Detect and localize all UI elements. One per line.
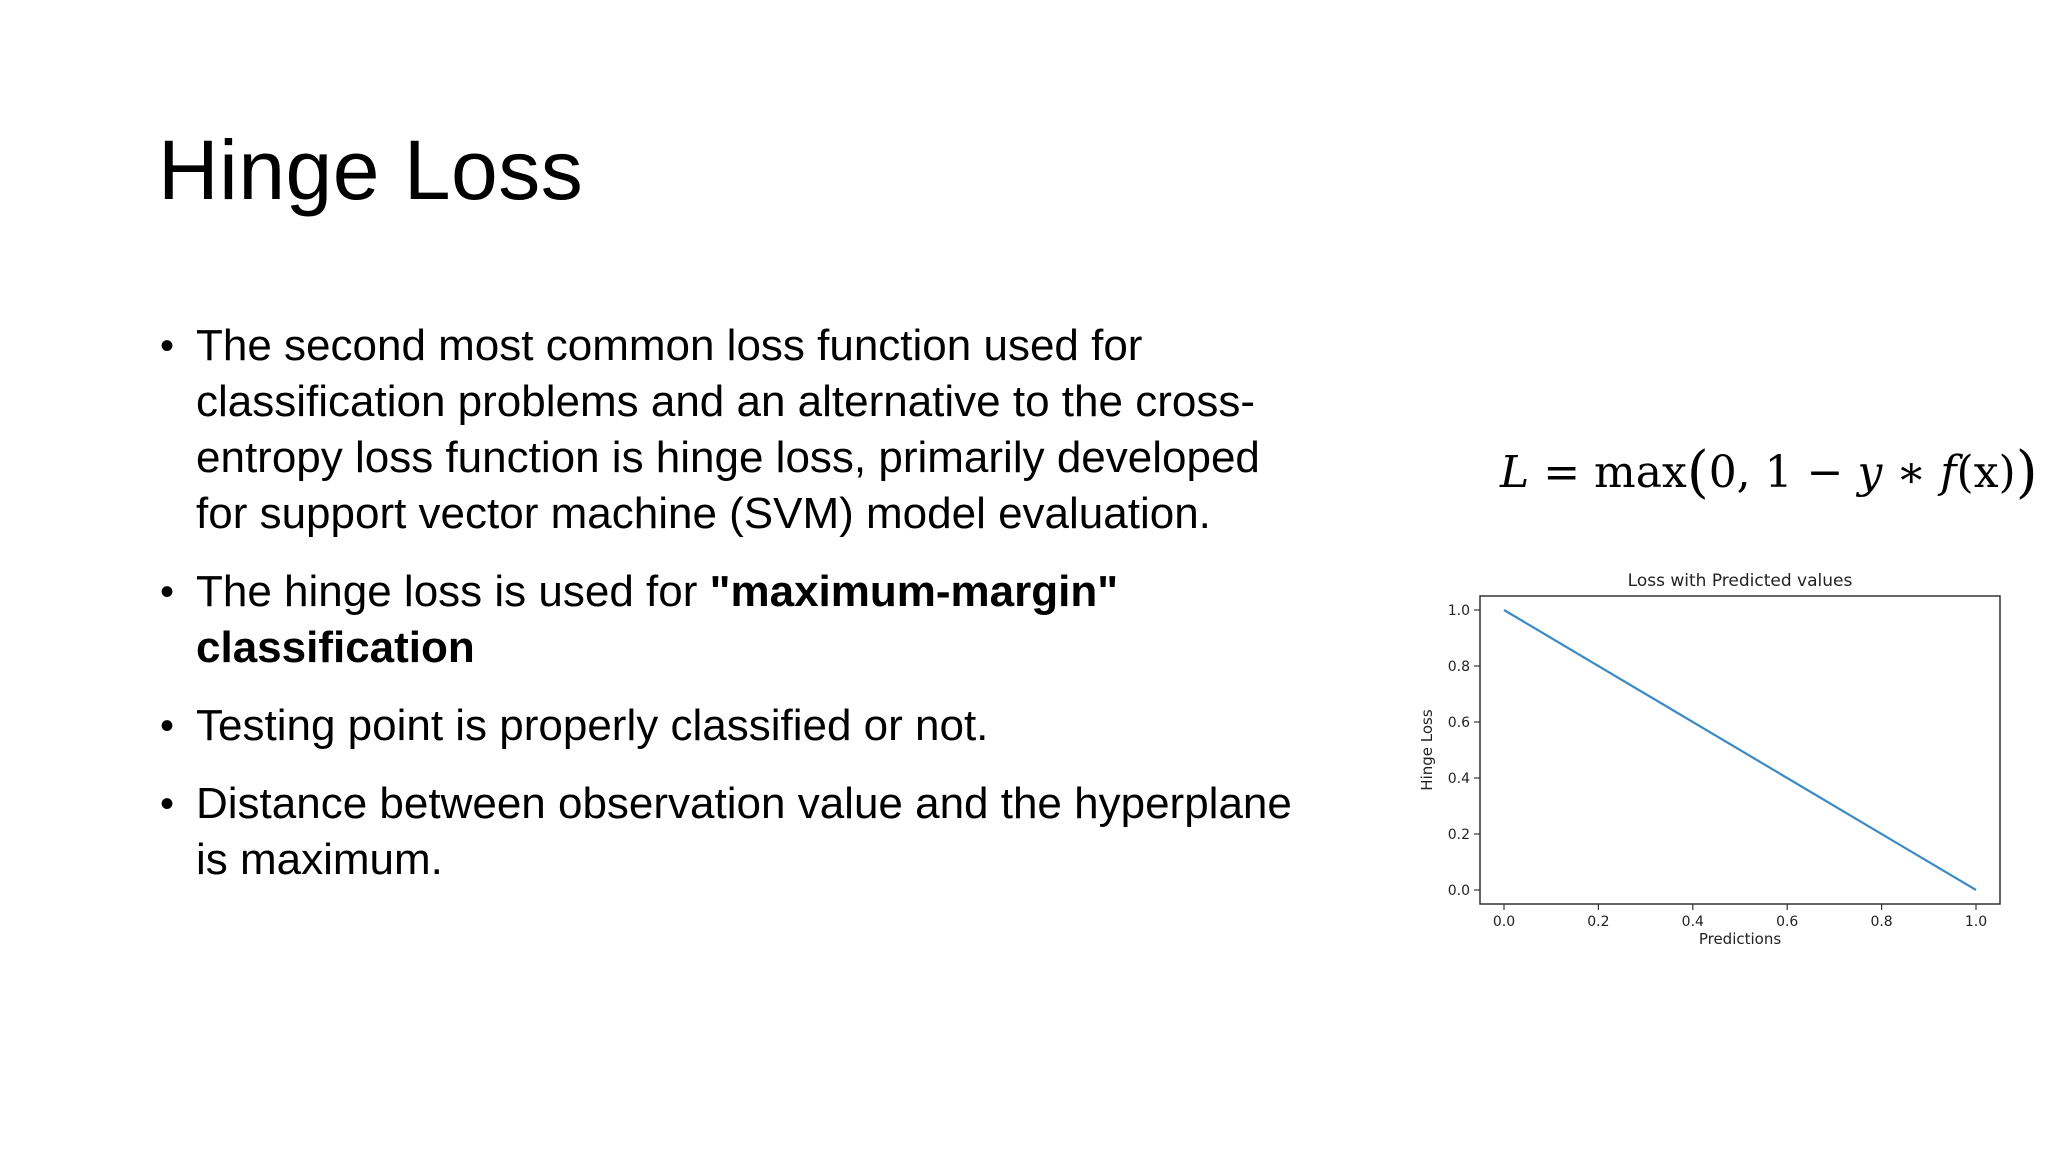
formula-y: y: [1857, 447, 1883, 498]
bullet-item: [160, 776, 1310, 888]
x-tick-label: 0.4: [1681, 914, 1704, 930]
y-tick-label: 0.8: [1447, 659, 1470, 675]
formula-f: f: [1940, 447, 1957, 498]
bullet-list: [160, 318, 1310, 910]
hinge-loss-formula: L = max(0, 1 − y ∗ f(x)): [1500, 440, 2038, 505]
x-tick-label: 0.2: [1587, 914, 1610, 930]
y-tick-label: 0.6: [1447, 715, 1470, 731]
series-line: [1504, 610, 1976, 890]
y-tick-label: 0.2: [1447, 827, 1470, 843]
bullet-text: The hinge loss is used for: [196, 567, 710, 616]
x-tick-label: 0.6: [1776, 914, 1799, 930]
y-tick-label: 1.0: [1447, 603, 1470, 619]
chart-title: Loss with Predicted values: [1627, 571, 1853, 591]
bullet-text: Distance between observation value and the hyperplane is maximum.: [196, 779, 1292, 884]
bullet-item: [160, 318, 1310, 542]
bullet-dot-icon: •: [160, 570, 175, 614]
x-tick-label: 0.8: [1870, 914, 1893, 930]
formula-lhs: L: [1500, 447, 1530, 498]
bullet-dot-icon: •: [160, 704, 175, 748]
bullet-dot-icon: •: [160, 782, 175, 826]
y-tick-label: 0.4: [1447, 771, 1470, 787]
bullet-text: The second most common loss function used for classification problems and an alternative to the cross-entropy loss function is hinge loss, primarily developed for support vector machine (SVM) model evaluation.: [196, 321, 1260, 538]
slide-title: Hinge Loss: [158, 123, 584, 217]
bullet-item: [160, 698, 1310, 754]
bullet-text: Testing point is properly classified or not.: [196, 701, 989, 750]
x-tick-label: 0.0: [1492, 914, 1516, 930]
x-axis-label: Predictions: [1698, 930, 1782, 948]
bullet-bold-text: "maximum-margin" classification: [196, 567, 1119, 672]
formula-x: (x): [1956, 447, 2016, 498]
bullet-item: [160, 564, 1310, 676]
formula-body: 0, 1 −: [1708, 447, 1858, 498]
formula-eq: = max: [1529, 447, 1687, 498]
formula-star: ∗: [1882, 447, 1941, 498]
hinge-loss-chart: [1408, 562, 2028, 962]
y-tick-label: 0.0: [1447, 883, 1470, 899]
bullet-dot-icon: •: [160, 324, 175, 368]
x-tick-label: 1.0: [1964, 914, 1988, 930]
y-axis-label: Hinge Loss: [1418, 709, 1436, 791]
